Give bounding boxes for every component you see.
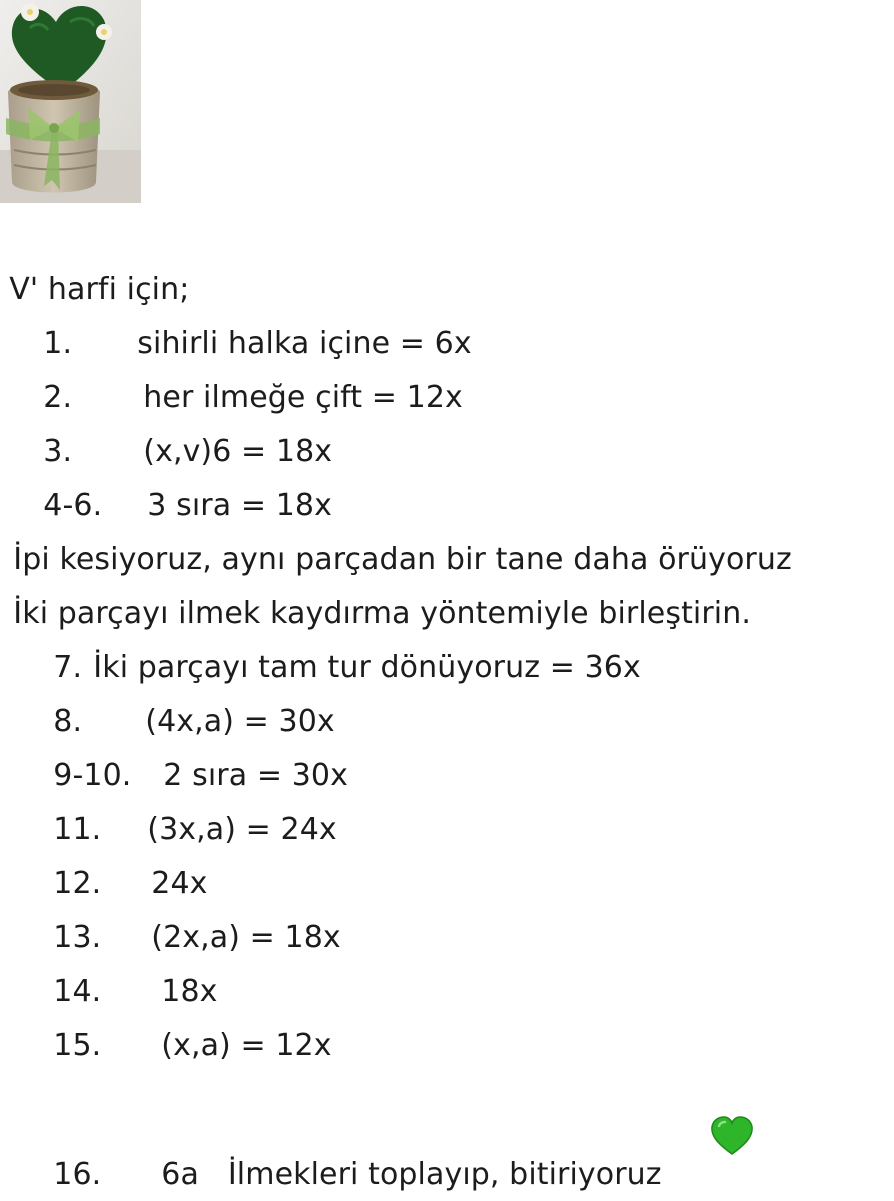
step-number: 12. <box>53 866 102 901</box>
step-number: 16. <box>53 1157 102 1192</box>
step-text: (x,v)6 = 18x <box>143 434 333 469</box>
green-heart-icon <box>672 1080 755 1201</box>
step-text: 18x <box>161 974 218 1009</box>
step-text: (x,a) = 12x <box>161 1028 332 1063</box>
step-text: İki parçayı tam tur dönüyoruz = 36x <box>93 650 641 685</box>
step-number: 15. <box>53 1028 102 1063</box>
step-number: 3. <box>43 434 73 469</box>
step-text: 24x <box>151 866 208 901</box>
step-number: 4-6. <box>43 488 103 523</box>
step-text: (4x,a) = 30x <box>145 704 335 739</box>
step-number: 7. <box>53 650 83 685</box>
step-number: 13. <box>53 920 102 955</box>
step-text: sihirli halka içine = 6x <box>137 326 472 361</box>
note-text: İpi kesiyoruz, aynı parçadan bir tane daha örüyoruz <box>13 542 792 577</box>
photo-illustration <box>0 0 141 203</box>
note-text: İki parçayı ilmek kaydırma yöntemiyle birleştirin. <box>13 596 751 631</box>
step-number: 9-10. <box>53 758 132 793</box>
step-text: (2x,a) = 18x <box>151 920 341 955</box>
crochet-heart-cactus-photo <box>0 0 141 203</box>
step-number: 14. <box>53 974 102 1009</box>
heading-text: V' harfi için; <box>9 272 190 307</box>
step-row <box>34 1044 754 1201</box>
step-text: her ilmeğe çift = 12x <box>143 380 463 415</box>
step-number: 11. <box>53 812 102 847</box>
step-number: 1. <box>43 326 73 361</box>
step-text: 6a İlmekleri toplayıp, bitiriyoruz <box>161 1157 662 1192</box>
step-text: (3x,a) = 24x <box>147 812 337 847</box>
step-number: 8. <box>53 704 83 739</box>
step-text: 2 sıra = 30x <box>163 758 348 793</box>
step-number: 2. <box>43 380 73 415</box>
step-text: 3 sıra = 18x <box>147 488 332 523</box>
